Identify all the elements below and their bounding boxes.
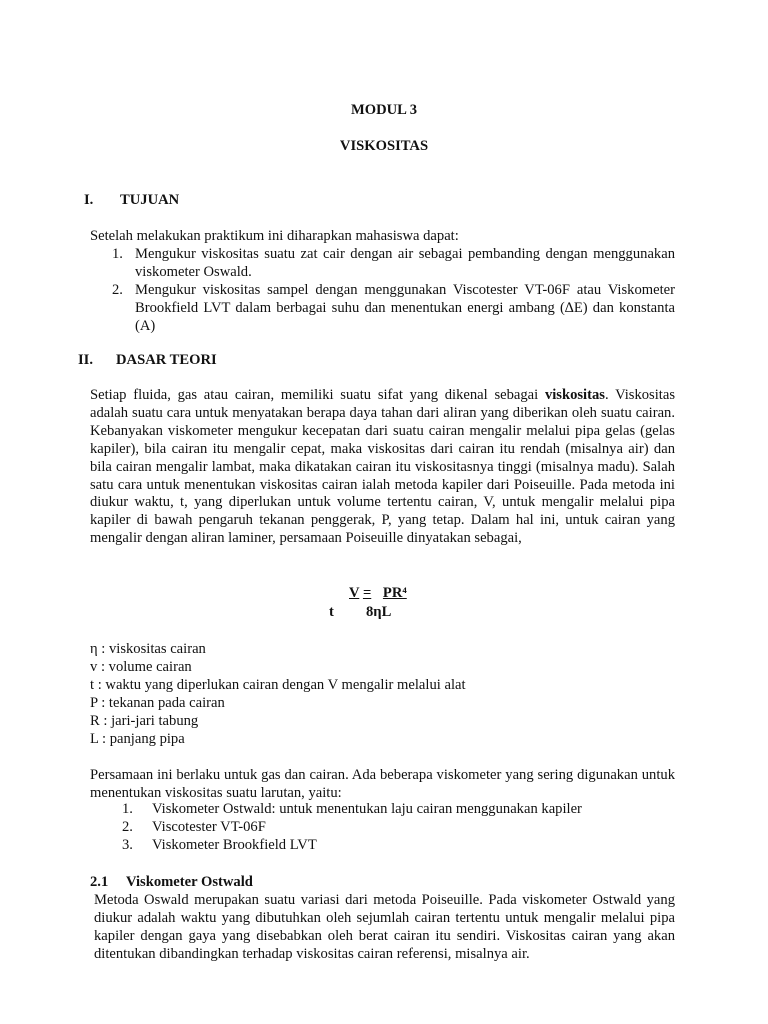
list-text: Mengukur viskositas sampel dengan menggunakan Viscotester VT-06F atau Viskometer Brookfield LVT dalam berbagai suhu dan menentukan energi ambang (∆E) dan konstanta (A) xyxy=(135,282,675,334)
subsection-title: Viskometer Ostwald xyxy=(126,874,253,890)
list-text: Viskometer Brookfield LVT xyxy=(152,837,317,853)
list-item xyxy=(122,800,682,818)
equation-numerator xyxy=(349,584,407,602)
equation-lhs-denominator: t xyxy=(329,604,334,620)
equation-lhs-numerator: V xyxy=(349,585,360,601)
viscometer-intro: Persamaan ini berlaku untuk gas dan cairan. Ada beberapa viskometer yang sering digunakan untuk menentukan viskositas suatu larutan, yaitu: xyxy=(90,767,675,801)
section-title: DASAR TEORI xyxy=(116,352,217,368)
legend-item: P : tekanan pada cairan xyxy=(90,695,225,711)
keyword-viskositas: viskositas xyxy=(544,387,605,403)
subsection-number: 2.1 xyxy=(90,874,109,890)
list-text: Viskometer Ostwald: untuk menentukan laju cairan menggunakan kapiler xyxy=(152,801,582,817)
section-heading-tujuan xyxy=(84,191,179,209)
dasar-teori-paragraph xyxy=(90,387,675,548)
subsection-heading-ostwald xyxy=(90,873,253,891)
module-subtitle: VISKOSITAS xyxy=(339,138,429,154)
legend-item: L : panjang pipa xyxy=(90,731,185,747)
equation-equals: = xyxy=(362,585,372,601)
variable-legend xyxy=(90,640,690,748)
ostwald-paragraph: Metoda Oswald merupakan suatu variasi dari metoda Poiseuille. Pada viskometer Ostwald yang diukur adalah waktu yang dibutuhkan oleh sejumlah cairan tertentu untuk mengalir melalui pipa kapiler dengan gaya yang disebabkan oleh berat cairan itu sendiri. Viskositas cairan yang akan ditentukan dibandingkan terhadap viskositas cairan referensi, misalnya air. xyxy=(94,892,675,962)
tujuan-list xyxy=(112,245,675,335)
legend-item: η : viskositas cairan xyxy=(90,641,206,657)
viscometer-types-list xyxy=(122,800,682,854)
equation-rhs-numerator: PR⁴ xyxy=(382,585,407,601)
list-text: Viscotester VT-06F xyxy=(152,819,266,835)
list-number: 1. xyxy=(112,246,123,262)
legend-item: v : volume cairan xyxy=(90,659,192,675)
section-title: TUJUAN xyxy=(120,192,180,208)
list-text: Mengukur viskositas suatu zat cair dengan air sebagai pembanding dengan menggunakan viskometer Oswald. xyxy=(135,246,675,280)
tujuan-intro: Setelah melakukan praktikum ini diharapkan mahasiswa dapat: xyxy=(90,228,459,244)
list-item xyxy=(122,818,682,836)
paragraph-text-start: Setiap fluida, gas atau cairan, memiliki suatu sifat yang dikenal sebagai xyxy=(90,387,545,403)
section-number: I. xyxy=(84,192,94,208)
module-title: MODUL 3 xyxy=(350,102,418,118)
legend-item: t : waktu yang diperlukan cairan dengan V mengalir melalui alat xyxy=(90,677,466,693)
list-number: 2. xyxy=(112,282,123,298)
section-heading-dasar-teori xyxy=(78,351,217,369)
list-item xyxy=(122,836,682,854)
section-number: II. xyxy=(78,352,94,368)
paragraph-text-rest: . Viskositas adalah suatu cara untuk menyatakan berapa daya tahan dari aliran yang diberikan oleh suatu cairan. Kebanyakan viskometer mengukur kecepatan dari suatu cairan mengalir melalui pipa gelas (gelas kapiler), bila cairan itu mengalir cepat, maka viskositas dari cairan itu rendah (misalnya air) dan bila cairan mengalir lambat, maka dikatakan cairan itu viskositasnya tinggi (misalnya madu). Salah satu cara untuk menentukan viskositas cairan ialah metoda kapiler dari Poiseuille. Pada metoda ini diukur waktu, t, yang diperlukan untuk volume tertentu cairan, V, untuk mengalir melalui pipa kapiler di bawah pengaruh tekanan penggerak, P, yang tetap. Dalam hal ini, untuk cairan yang mengalir dengan aliran laminer, persamaan Poiseuille dinyatakan sebagai, xyxy=(90,387,676,547)
list-number: 1. xyxy=(122,801,133,817)
list-number: 2. xyxy=(122,819,133,835)
equation-rhs-denominator: 8ηL xyxy=(366,604,392,620)
legend-item: R : jari-jari tabung xyxy=(90,713,199,729)
list-item xyxy=(112,281,675,335)
list-number: 3. xyxy=(122,837,133,853)
list-item xyxy=(112,245,675,281)
